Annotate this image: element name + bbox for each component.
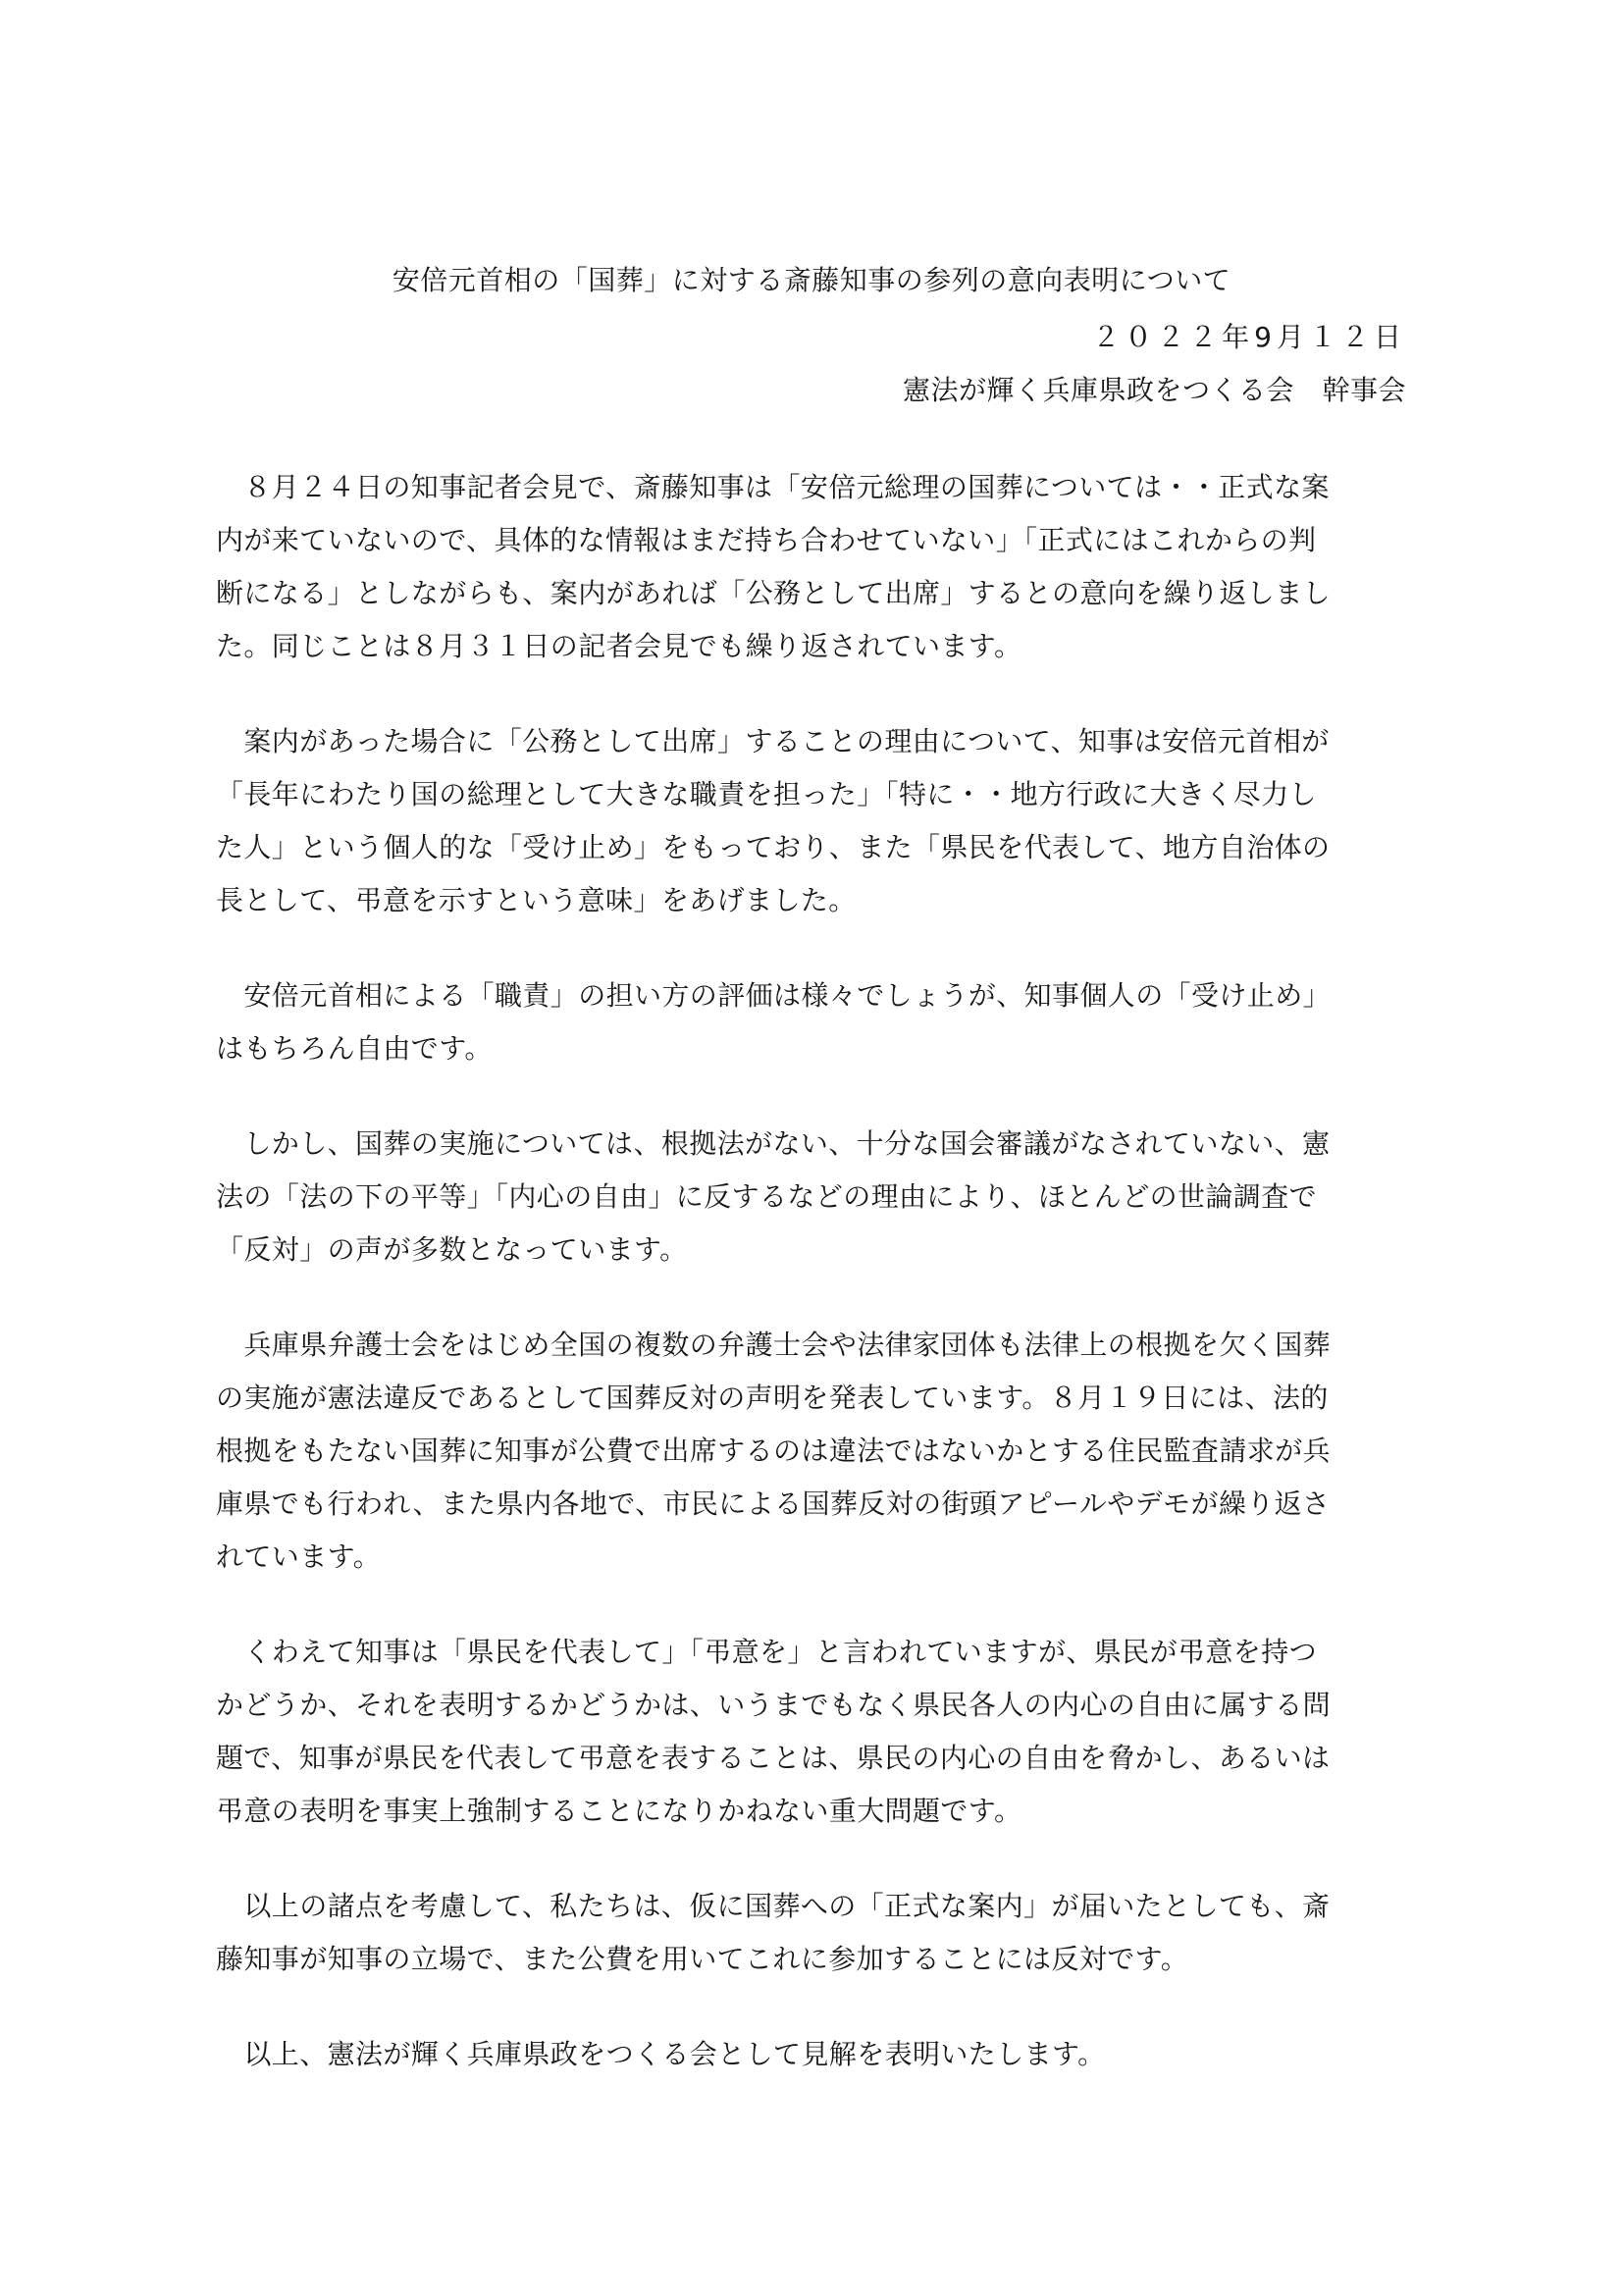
paragraph-line: 弔意の表明を事実上強制することになりかねない重大問題です。 [216,1795,1022,1827]
paragraph-line: 長として、弔意を示すという意味」をあげました。 [216,884,857,916]
paragraph-line: くわえて知事は「県民を代表して」「弔意を」と言われていますが、県民が弔意を持つ [216,1636,1318,1668]
document-organization: 憲法が輝く兵庫県政をつくる会 幹事会 [902,374,1406,406]
paragraph-3 [216,969,1409,1075]
paragraph-7 [216,1880,1409,1986]
paragraph-line: た。同じことは８月３１日の記者会見でも繰り返されています。 [216,630,1022,662]
paragraph-6 [216,1626,1409,1838]
paragraph-5 [216,1319,1409,1584]
document-date: ２０２２年9月１２日 [1092,321,1406,353]
paragraph-8 [216,2028,1409,2081]
paragraph-2 [216,715,1409,927]
paragraph-line: 断になる」としながらも、案内があれば「公務として出席」するとの意向を繰り返しまし [216,577,1332,609]
paragraph-line: 安倍元首相による「職責」の担い方の評価は様々でしょうが、知事個人の「受け止め」 [216,979,1332,1012]
paragraph-line: ８月２４日の知事記者会見で、斎藤知事は「安倍元総理の国葬については・・正式な案 [216,471,1330,503]
paragraph-line: 「長年にわたり国の総理として大きな職責を担った」「特に・・地方行政に大きく尽力し [216,778,1318,810]
paragraph-line: 庫県でも行われ、また県内各地で、市民による国葬反対の街頭アピールやデモが繰り返さ [216,1487,1331,1520]
paragraph-line: 内が来ていないので、具体的な情報はまだ持ち合わせていない」「正式にはこれからの判 [216,524,1317,556]
paragraph-line: 藤知事が知事の立場で、また公費を用いてこれに参加することには反対です。 [216,1943,1189,1975]
paragraph-line: の実施が憲法違反であるとして国葬反対の声明を発表しています。８月１９日には、法的 [216,1382,1329,1414]
paragraph-line: 根拠をもたない国葬に知事が公費で出席するのは違法ではないかとする住民監査請求が兵 [216,1435,1332,1467]
paragraph-line: 法の「法の下の平等」「内心の自由」に反するなどの理由により、ほとんどの世論調査で [216,1180,1318,1213]
paragraph-line: 「反対」の声が多数となっています。 [216,1233,688,1266]
paragraph-line: 以上の諸点を考慮して、私たちは、仮に国葬への「正式な案内」が届いたとしても、斎 [216,1890,1331,1922]
paragraph-line: た人」という個人的な「受け止め」をもっており、また「県民を代表して、地方自治体の [216,831,1331,863]
paragraph-line: しかし、国葬の実施については、根拠法がない、十分な国会審議がなされていない、憲 [216,1127,1331,1160]
paragraph-line: 案内があった場合に「公務として出席」することの理由について、知事は安倍元首相が [216,725,1330,757]
paragraph-line: はもちろん自由です。 [216,1032,493,1065]
paragraph-line: 以上、憲法が輝く兵庫県政をつくる会として見解を表明いたします。 [216,2038,1106,2070]
paragraph-line: 兵庫県弁護士会をはじめ全国の複数の弁護士会や法律家団体も法律上の根拠を欠く国葬 [216,1329,1332,1361]
paragraph-4 [216,1118,1409,1277]
paragraph-line: かどうか、それを表明するかどうかは、いうまでもなく県民各人の内心の自由に属する問 [216,1689,1332,1721]
document-body [216,461,1409,2123]
document-title: 安倍元首相の「国葬」に対する斎藤知事の参列の意向表明について [392,264,1231,296]
paragraph-1 [216,461,1409,673]
paragraph-line: 題で、知事が県民を代表して弔意を表することは、県民の内心の自由を脅かし、あるいは [216,1742,1331,1774]
paragraph-line: れています。 [216,1540,382,1573]
